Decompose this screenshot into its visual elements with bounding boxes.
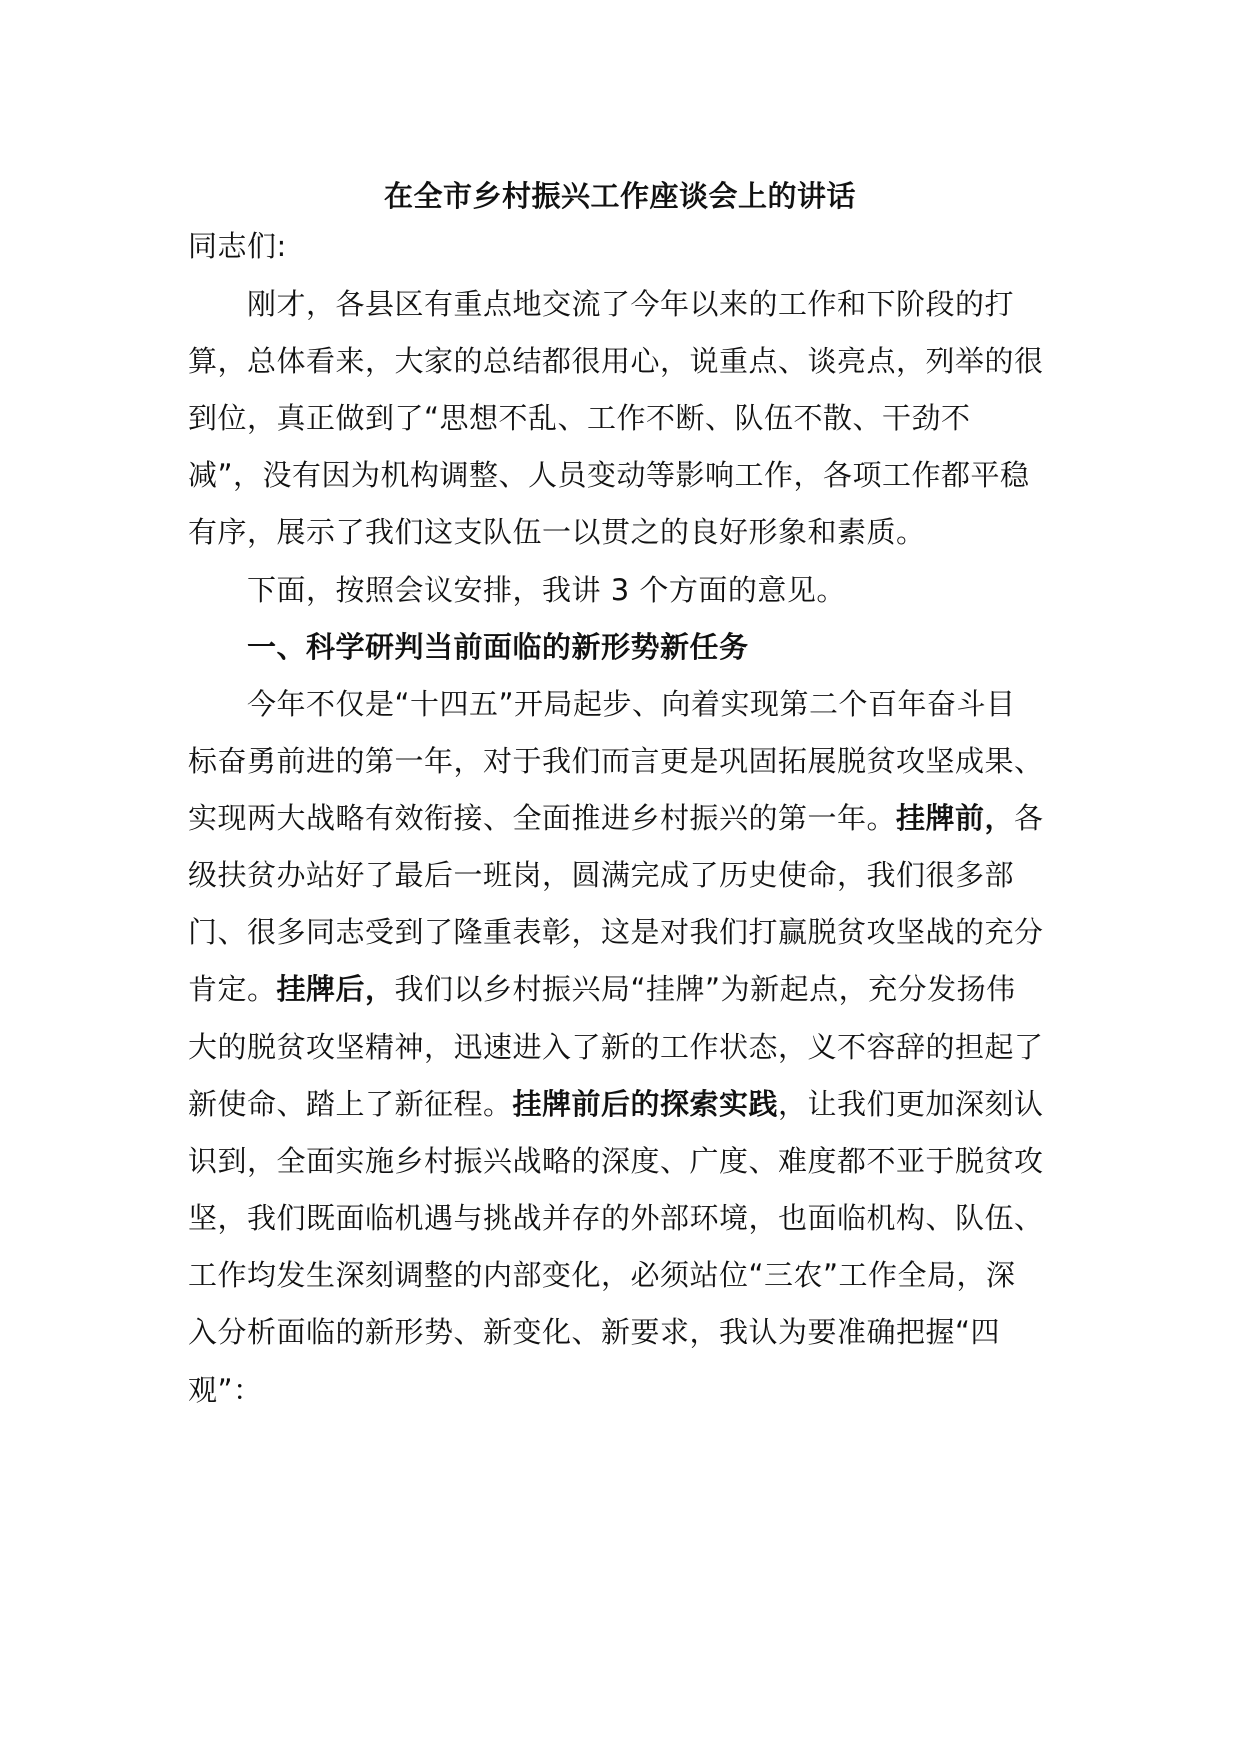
paragraph-line (188, 1312, 1000, 1352)
paragraph-line (247, 684, 1016, 724)
paragraph-line (188, 912, 1044, 952)
document-title: 在全市乡村振兴工作座谈会上的讲话 (383, 179, 856, 213)
text-segment: 级扶贫办站好了最后一班岗，圆满完成了历史使命，我们很多部 (188, 858, 1015, 892)
paragraph-line (188, 1370, 263, 1410)
text-segment: 实现两大战略有效衔接、全面推进乡村振兴的第一年。 (188, 801, 897, 835)
text-segment: 算，总体看来，大家的总结都很用心，说重点、谈亮点，列举的很 (188, 344, 1044, 378)
bold-text-segment: 挂牌后， (276, 972, 395, 1006)
paragraph-line (188, 1255, 1016, 1295)
text-segment: 今年不仅是“十四五”开局起步、向着实现第二个百年奋斗目 (247, 687, 1016, 721)
text-segment: ，让我们更加深刻认 (778, 1087, 1044, 1121)
bold-text-segment: 挂牌前， (896, 801, 1015, 835)
heading-text: 一、科学研判当前面临的新形势新任务 (247, 630, 749, 664)
text-segment: 减”，没有因为机构调整、人员变动等影响工作，各项工作都平稳 (188, 458, 1030, 492)
text-segment: 坚，我们既面临机遇与挑战并存的外部环境，也面临机构、队伍、 (188, 1201, 1044, 1235)
text-segment: 新使命、踏上了新征程。 (188, 1087, 513, 1121)
text-segment: 门、很多同志受到了隆重表彰，这是对我们打赢脱贫攻坚战的充分 (188, 915, 1044, 949)
text-segment: 有序，展示了我们这支队伍一以贯之的良好形象和素质。 (188, 515, 926, 549)
text-segment: 入分析面临的新形势、新变化、新要求，我认为要准确把握“四 (188, 1315, 1001, 1349)
paragraph-line (188, 969, 1016, 1009)
text-segment: 到位，真正做到了“思想不乱、工作不断、队伍不散、干劲不 (188, 401, 971, 435)
text-segment: 标奋勇前进的第一年，对于我们而言更是巩固拓展脱贫攻坚成果、 (188, 744, 1044, 778)
paragraph-line (188, 1141, 1044, 1181)
paragraph-line (188, 855, 1014, 895)
text-segment: 观”： (188, 1373, 263, 1407)
paragraph-line (188, 1027, 1044, 1067)
paragraph-line (188, 1084, 1044, 1124)
paragraph-line (247, 284, 1014, 324)
text-segment: 识到，全面实施乡村振兴战略的深度、广度、难度都不亚于脱贫攻 (188, 1144, 1044, 1178)
paragraph-line (188, 1198, 1044, 1238)
text-segment: 下面，按照会议安排，我讲 3 个方面的意见。 (247, 573, 846, 607)
paragraph-line (188, 741, 1044, 781)
paragraph-line (247, 570, 846, 610)
paragraph-line (188, 512, 926, 552)
text-segment: 我们以乡村振兴局“挂牌”为新起点，充分发扬伟 (394, 972, 1016, 1006)
bold-text-segment: 挂牌前后的探索实践 (512, 1087, 779, 1121)
text-segment: 肯定。 (188, 972, 277, 1006)
text-segment: 各 (1014, 801, 1044, 835)
paragraph-line (188, 398, 971, 438)
section-heading (247, 627, 749, 667)
salutation: 同志们: (188, 229, 287, 263)
text-segment: 大的脱贫攻坚精神，迅速进入了新的工作状态，义不容辞的担起了 (188, 1030, 1044, 1064)
text-segment: 工作均发生深刻调整的内部变化，必须站位“三农”工作全局，深 (188, 1258, 1016, 1292)
paragraph-line (188, 455, 1030, 495)
paragraph-line (188, 798, 1044, 838)
paragraph-line (188, 341, 1044, 381)
text-segment: 刚才，各县区有重点地交流了今年以来的工作和下阶段的打 (247, 287, 1015, 321)
